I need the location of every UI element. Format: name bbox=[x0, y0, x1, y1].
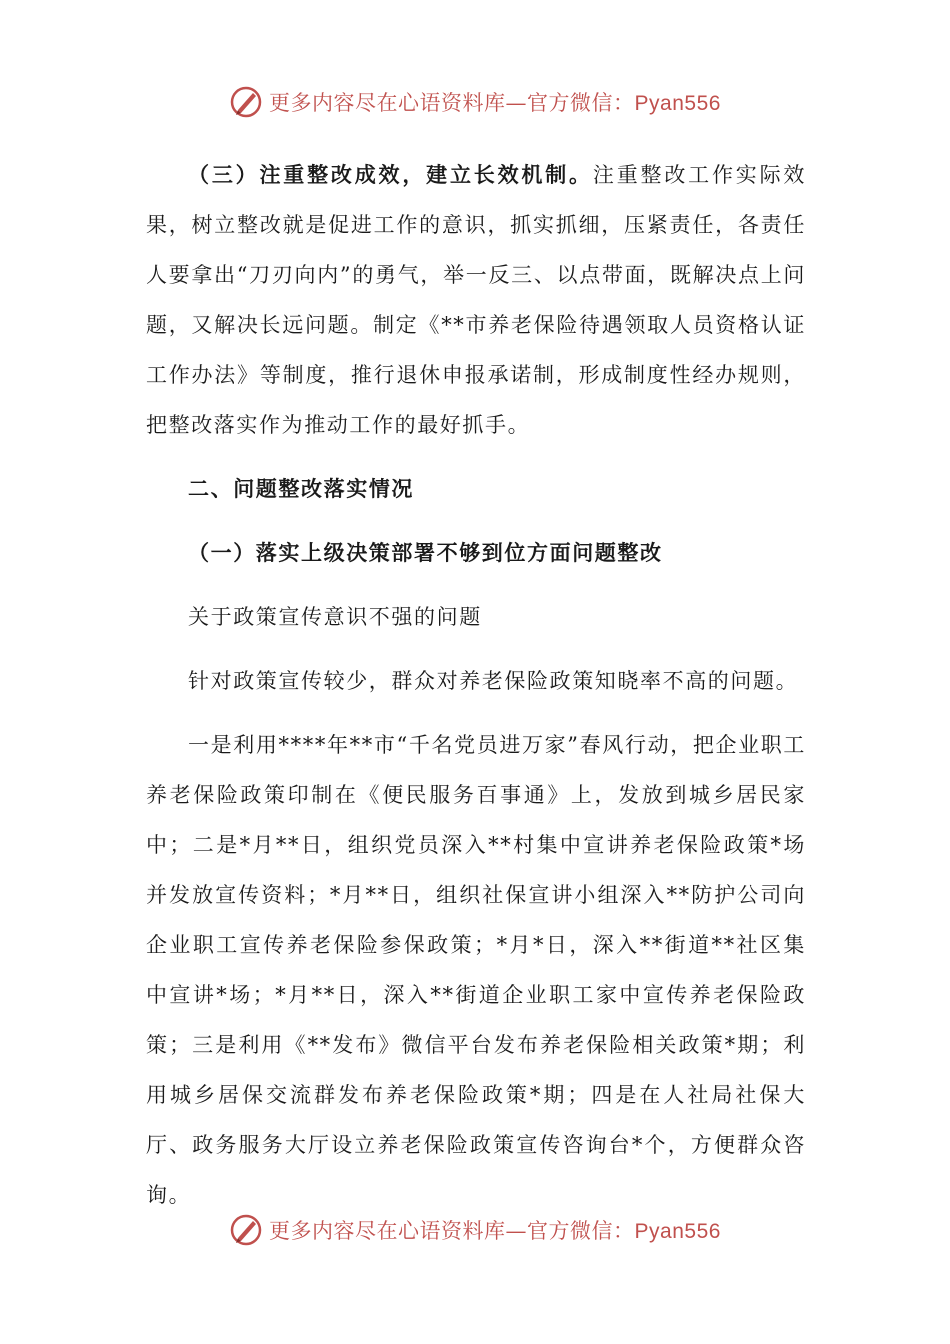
footer-banner bbox=[0, 1208, 950, 1252]
header-banner bbox=[0, 80, 950, 124]
pen-logo-icon bbox=[229, 85, 263, 119]
document-body bbox=[146, 150, 806, 1220]
measures-paragraph: 一是利用****年**市“千名党员进万家”春风行动，把企业职工养老保险政策印制在《便民服务百事通》上，发放到城乡居民家中；二是*月**日，组织党员深入**村集中宣讲养老保险政策*场并发放宣传资料；*月**日，组织社保宣讲小组深入**防护公司向企业职工宣传养老保险参保政策；*月*日，深入**街道**社区集中宣讲*场；*月**日，深入**街道企业职工家中宣传养老保险政策；三是利用《**发布》微信平台发布养老保险相关政策*期；利用城乡居保交流群发布养老保险政策*期；四是在人社局社保大厅、政务服务大厅设立养老保险政策宣传咨询台*个，方便群众咨询。 bbox=[146, 733, 806, 1207]
issue-paragraph: 针对政策宣传较少，群众对养老保险政策知晓率不高的问题。 bbox=[188, 669, 799, 693]
banner-wechat-id: Pyan556 bbox=[634, 92, 721, 115]
subheading-one: （一）落实上级决策部署不够到位方面问题整改 bbox=[188, 540, 663, 565]
banner-text-cn: 更多内容尽在心语资料库—官方微信： bbox=[269, 91, 635, 115]
pen-logo-icon bbox=[229, 1213, 263, 1247]
banner-text bbox=[269, 1215, 721, 1245]
topic-paragraph: 关于政策宣传意识不强的问题 bbox=[188, 605, 482, 629]
section-three-body: 注重整改工作实际效果，树立整改就是促进工作的意识，抓实抓细，压紧责任，各责任人要拿出“刀刃向内”的勇气，举一反三、以点带面，既解决点上问题，又解决长远问题。制定《**市养老保险待遇领取人员资格认证工作办法》等制度，推行退休申报承诺制，形成制度性经办规则，把整改落实作为推动工作的最好抓手。 bbox=[146, 163, 806, 437]
section-three-lead: （三）注重整改成效，建立长效机制。 bbox=[188, 162, 593, 187]
banner-text-cn: 更多内容尽在心语资料库—官方微信： bbox=[269, 1219, 635, 1243]
section-three-paragraph bbox=[146, 150, 806, 450]
banner-text bbox=[269, 87, 721, 117]
heading-two: 二、问题整改落实情况 bbox=[188, 476, 414, 501]
banner-wechat-id: Pyan556 bbox=[634, 1220, 721, 1243]
